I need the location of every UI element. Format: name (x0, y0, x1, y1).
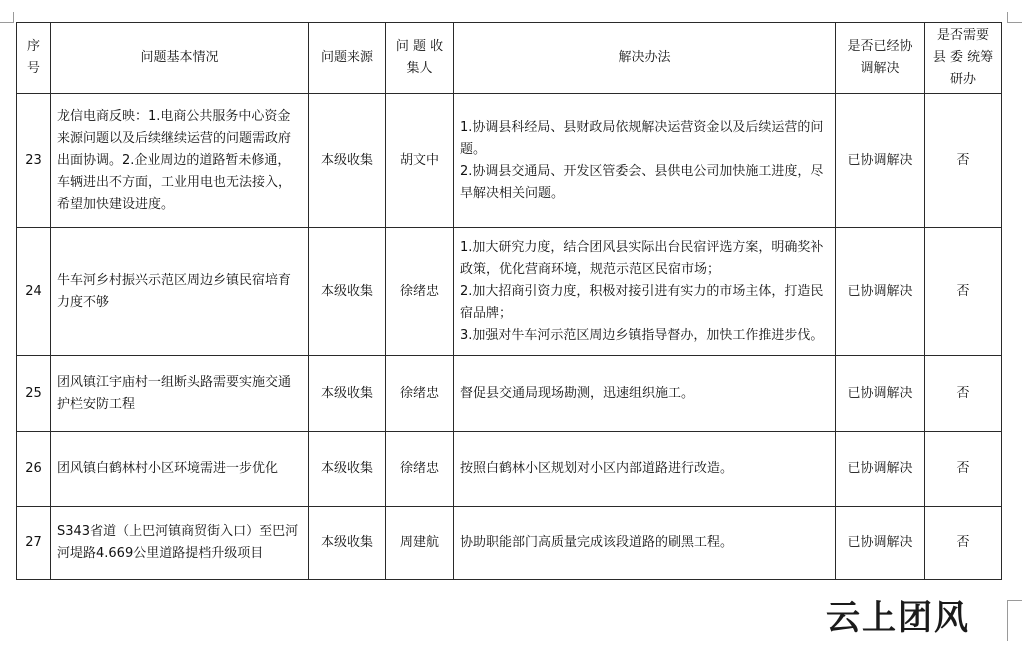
header-solution: 解决办法 (454, 23, 836, 94)
table-row (17, 432, 1002, 507)
row-collector: 周建航 (386, 507, 454, 580)
header-source: 问题来源 (309, 23, 386, 94)
row-county: 否 (925, 228, 1002, 356)
table-row (17, 94, 1002, 228)
row-source: 本级收集 (309, 507, 386, 580)
solution-item: 3.加强对牛车河示范区周边乡镇指导督办，加快工作推进步伐。 (460, 327, 824, 343)
crop-mark-top-left (0, 12, 14, 23)
row-source: 本级收集 (309, 432, 386, 507)
row-solution (454, 94, 836, 228)
row-no: 24 (17, 228, 51, 356)
solution-item: 按照白鹤林小区规划对小区内部道路进行改造。 (460, 461, 734, 476)
row-situation: 龙信电商反映：1.电商公共服务中心资金来源问题以及后续继续运营的问题需政府出面协调。2.企业周边的道路暂未修通，车辆进出不方面，工业用电也无法接入，希望加快建设进度。 (51, 94, 309, 228)
table-header-row (17, 23, 1002, 94)
row-resolved: 已协调解决 (836, 507, 925, 580)
table-row (17, 356, 1002, 432)
solution-item: 督促县交通局现场勘测，迅速组织施工。 (460, 385, 695, 401)
row-collector: 徐绪忠 (386, 432, 454, 507)
row-no: 26 (17, 432, 51, 507)
row-county: 否 (925, 507, 1002, 580)
row-solution (454, 507, 836, 580)
solution-item: 2.协调县交通局、开发区管委会、县供电公司加快施工进度，尽早解决相关问题。 (460, 163, 824, 201)
row-source: 本级收集 (309, 94, 386, 228)
row-no: 25 (17, 356, 51, 432)
issue-table (16, 22, 1002, 580)
row-collector: 徐绪忠 (386, 356, 454, 432)
row-no: 27 (17, 507, 51, 580)
table-row (17, 507, 1002, 580)
solution-item: 协助职能部门高质量完成该段道路的刷黑工程。 (460, 535, 734, 550)
solution-item: 1.加大研究力度，结合团风县实际出台民宿评选方案，明确奖补政策，优化营商环境，规范示范区民宿市场； (460, 239, 824, 277)
row-situation: 团风镇江宇庙村一组断头路需要实施交通护栏安防工程 (51, 356, 309, 432)
row-situation: 牛车河乡村振兴示范区周边乡镇民宿培育力度不够 (51, 228, 309, 356)
row-resolved: 已协调解决 (836, 94, 925, 228)
row-situation: S343省道（上巴河镇商贸街入口）至巴河河堤路4.669公里道路提档升级项目 (51, 507, 309, 580)
row-solution (454, 228, 836, 356)
row-county: 否 (925, 356, 1002, 432)
row-county: 否 (925, 432, 1002, 507)
row-solution (454, 432, 836, 507)
row-no: 23 (17, 94, 51, 228)
crop-mark-top-right (1007, 12, 1022, 23)
header-resolved: 是否已经协调解决 (836, 23, 925, 94)
row-collector: 徐绪忠 (386, 228, 454, 356)
row-resolved: 已协调解决 (836, 356, 925, 432)
row-source: 本级收集 (309, 228, 386, 356)
solution-item: 1.协调县科经局、县财政局依规解决运营资金以及后续运营的问题。 (460, 119, 824, 157)
crop-mark-bottom-right (1007, 600, 1022, 641)
row-collector: 胡文中 (386, 94, 454, 228)
header-collector: 问 题 收集人 (386, 23, 454, 94)
watermark-logo: 云上团风 (826, 598, 970, 638)
table-row (17, 228, 1002, 356)
row-situation: 团风镇白鹤林村小区环境需进一步优化 (51, 432, 309, 507)
row-solution (454, 356, 836, 432)
row-resolved: 已协调解决 (836, 432, 925, 507)
solution-item: 2.加大招商引资力度，积极对接引进有实力的市场主体，打造民宿品牌； (460, 283, 824, 321)
row-resolved: 已协调解决 (836, 228, 925, 356)
header-county: 是否需要县 委 统筹研办 (925, 23, 1002, 94)
row-county: 否 (925, 94, 1002, 228)
header-no: 序号 (17, 23, 51, 94)
header-situation: 问题基本情况 (51, 23, 309, 94)
row-source: 本级收集 (309, 356, 386, 432)
